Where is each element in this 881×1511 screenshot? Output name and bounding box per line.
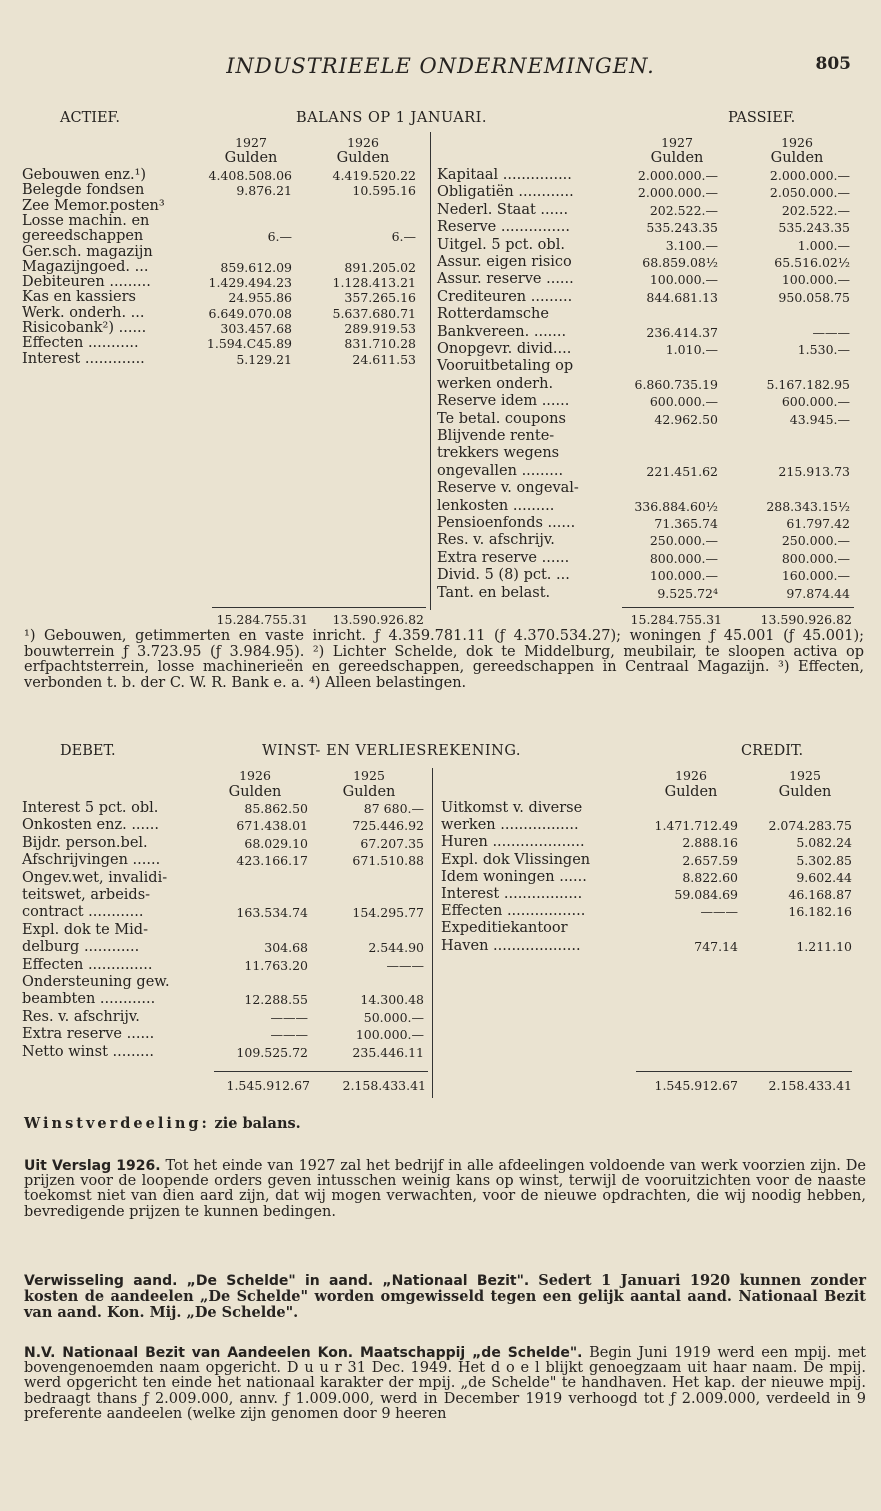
- liability-row-value-2: 43.945.—: [789, 411, 850, 427]
- asset-row-value-1: 24.955.86: [228, 290, 292, 306]
- nv-paragraph: [24, 1346, 866, 1422]
- liability-row-label: werken onderh.: [437, 375, 554, 392]
- liability-row: [0, 446, 881, 462]
- asset-row-label: Belegde fondsen: [22, 182, 145, 199]
- verwisseling-heading: Verwisseling aand. „De Schelde" in aand. „Nationaal Bezit".: [24, 1273, 530, 1289]
- credit-row: [0, 801, 881, 817]
- liability-row: [0, 464, 881, 480]
- credit-total-1926: 1.545.912.67: [654, 1078, 738, 1093]
- liability-row: [0, 325, 881, 341]
- liab-unit-1: Gulden: [650, 150, 704, 166]
- liability-row-label: Onopgevr. divid....: [437, 341, 572, 357]
- liability-row-label: Nederl. Staat ......: [437, 201, 569, 218]
- verslag-body: Tot het einde van 1927 zal het bedrijf in alle afdeelingen voldoende van werk voorzien zijn. De prijzen voor de loopende orders geven intusschen weinig kans op winst, terwijl de vooruitzichten voor de naaste toekomst niet van dien aard zijn, dat wij mogen verwachten, voor de nieuwe opdrachten, die wij noodig hebben, bevredigende prijzen te kunnen bedingen.: [24, 1158, 867, 1220]
- liability-row-value-2: 160.000.—: [781, 568, 850, 584]
- debit-row-label: beambten ............: [22, 991, 156, 1008]
- pl-right-heading: CREDIT.: [741, 743, 804, 759]
- liability-row-value-1: 42.962.50: [654, 411, 718, 427]
- liability-row-label: Obligatiën ............: [437, 184, 574, 201]
- debit-row-value-1: 12.288.55: [244, 992, 308, 1008]
- liability-row-value-2: 2.000.000.—: [769, 168, 850, 183]
- debit-row: [0, 958, 881, 974]
- liability-row-value-2: 1.000.—: [797, 237, 850, 253]
- liability-row: [0, 551, 881, 567]
- credit-row-value-1: 747.14: [694, 938, 738, 954]
- pl-left-heading: DEBET.: [60, 743, 116, 759]
- asset-row-label: Magazijngoed. ...: [22, 258, 149, 275]
- liability-row-value-2: 61.797.42: [786, 516, 850, 531]
- debit-row-label: Extra reserve ......: [22, 1026, 155, 1043]
- asset-row-label: Werk. onderh. ...: [22, 304, 145, 321]
- debit-row-label: teitswet, arbeids-: [22, 887, 151, 903]
- debit-row: [0, 992, 881, 1008]
- liability-row-label: Pensioenfonds ......: [437, 515, 576, 531]
- liability-row: [0, 412, 881, 428]
- liability-row-label: Bankvereen. .......: [437, 323, 567, 340]
- verwisseling-paragraph: [24, 1273, 866, 1322]
- balance-left-heading: ACTIEF.: [60, 110, 120, 126]
- verslag-paragraph: [24, 1159, 866, 1220]
- debit-row-value-1: 671.438.01: [236, 818, 308, 834]
- asset-unit-1: Gulden: [224, 150, 278, 166]
- liability-row-value-1: 2.000.000.—: [637, 168, 718, 183]
- asset-row-label: Interest .............: [22, 350, 145, 367]
- liability-row-value-1: 236.414.37: [646, 324, 718, 340]
- asset-row-value-2: 289.919.53: [344, 321, 416, 336]
- credit-row-label: werken .................: [441, 817, 579, 834]
- liability-row-value-2: ———: [812, 324, 850, 340]
- credit-row-label: Haven ...................: [441, 937, 581, 954]
- liability-row: [0, 304, 881, 323]
- liability-row-value-2: 250.000.—: [781, 533, 850, 549]
- credit-row-value-1: ———: [700, 904, 738, 920]
- liability-row: [0, 203, 881, 219]
- asset-row-value-2: 357.265.16: [344, 290, 416, 306]
- liability-row-value-1: 3.100.—: [665, 237, 718, 253]
- debit-total-rule: [214, 1071, 428, 1072]
- liability-row-value-1: 100.000.—: [649, 272, 718, 288]
- credit-row: [0, 921, 881, 937]
- liability-row-value-1: 9.525.72⁴: [657, 585, 718, 601]
- credit-row: [0, 904, 881, 920]
- liability-row-label: Tant. en belast.: [437, 584, 551, 601]
- credit-year-2: 1925: [789, 768, 821, 783]
- winstverdeeling-ref: zie balans.: [214, 1115, 301, 1132]
- asset-row-value-1: 5.129.21: [236, 351, 292, 367]
- liability-row: [0, 377, 881, 393]
- liability-row-value-2: 950.058.75: [778, 289, 850, 305]
- liability-row-value-1: 336.884.60½: [634, 498, 718, 514]
- credit-total-rule: [636, 1071, 852, 1072]
- debit-row-label: Netto winst .........: [22, 1043, 155, 1060]
- debit-row-label: contract ............: [22, 904, 144, 921]
- liab-total-1926: 13.590.926.82: [760, 612, 852, 627]
- debit-row-value-1: 423.166.17: [236, 853, 308, 869]
- credit-row-value-2: 5.082.24: [796, 835, 852, 851]
- liability-row-label: Res. v. afschrijv.: [437, 532, 555, 549]
- asset-row-label: Zee Memor.posten³: [22, 197, 165, 214]
- debit-row-value-2: 100.000.—: [355, 1027, 424, 1043]
- liability-row-label: ongevallen .........: [437, 462, 564, 479]
- debit-total-1926: 1.545.912.67: [226, 1078, 310, 1093]
- credit-row-value-1: 8.822.60: [682, 869, 738, 885]
- debit-row-label: Expl. dok te Mid-: [22, 921, 148, 938]
- asset-row-label: gereedschappen: [22, 228, 144, 245]
- liability-row-value-2: 5.167.182.95: [766, 376, 850, 392]
- liability-row-label: Te betal. coupons: [437, 410, 566, 427]
- asset-row-value-1: 6.—: [267, 229, 292, 245]
- credit-row-label: Expl. dok Vlissingen: [441, 851, 591, 868]
- liability-row-value-2: 2.050.000.—: [769, 185, 850, 201]
- asset-row-value-2: 1.128.413.21: [332, 275, 416, 291]
- liability-row-label: trekkers wegens: [437, 445, 560, 462]
- debit-year-2: 1925: [353, 768, 385, 783]
- credit-row-label: Effecten .................: [441, 903, 586, 920]
- liability-row: [0, 516, 881, 532]
- liability-row-value-1: 535.243.35: [646, 220, 718, 236]
- liability-row-value-1: 71.365.74: [654, 516, 718, 531]
- liability-row-value-2: 535.243.35: [778, 220, 850, 236]
- liability-row-value-2: 1.530.—: [797, 342, 850, 357]
- nv-body: Begin Juni 1919 werd een mpij. met bovengenoemden naam opgericht. D u u r 31 Dec. 1949. Het d o e l blijkt genoegzaam uit haar naam. De mpij. werd opgericht ten einde het nationaal karakter der mpij. „de Schelde" te handhaven. Het kap. der nieuwe mpij. bedraagt thans ƒ 2.009.000, annv. ƒ 1.009.000, werd in December 1919 verhoogd tot ƒ 2.009.000, verdeeld in 9 preferente aandeelen (welke zijn genomen door 9 heeren: [24, 1345, 866, 1422]
- verwisseling-body: Sedert 1 Januari 1920 kunnen zonder kosten de aandeelen „De Schelde" worden omgewisseld tegen een gelijk aantal aand. Nationaal Bezit van aand. Kon. Mij. „De Schelde".: [24, 1272, 867, 1322]
- debit-row-value-2: 14.300.48: [360, 992, 424, 1008]
- liability-row: [0, 238, 881, 254]
- asset-total-1927: 15.284.755.31: [216, 612, 308, 627]
- credit-row: [0, 835, 881, 851]
- liab-year-2: 1926: [781, 135, 813, 150]
- debit-row-value-1: 68.029.10: [244, 835, 308, 851]
- liability-row: [0, 220, 881, 236]
- liab-unit-2: Gulden: [770, 150, 824, 166]
- credit-row-value-1: 2.657.59: [682, 852, 738, 868]
- debit-row-value-1: 85.862.50: [244, 801, 308, 816]
- asset-row-value-2: 831.710.28: [344, 336, 416, 352]
- debit-row-value-2: 154.295.77: [352, 905, 424, 921]
- liability-row-value-1: 800.000.—: [649, 550, 718, 566]
- asset-row-value-2: 5.637.680.71: [332, 305, 416, 321]
- credit-row-value-1: 59.084.69: [674, 887, 738, 902]
- liability-row-label: Kapitaal ...............: [437, 167, 572, 183]
- liability-row-value-1: 68.859.08½: [642, 255, 718, 270]
- liability-row-label: lenkosten .........: [437, 497, 555, 514]
- liability-row: [0, 290, 881, 306]
- debit-row: [0, 1045, 881, 1061]
- liability-row: [0, 255, 881, 271]
- credit-row-value-2: 16.182.16: [788, 904, 852, 920]
- liability-row: [0, 168, 881, 184]
- liability-row: [0, 499, 881, 515]
- debit-row-value-2: 2.544.90: [368, 940, 424, 956]
- liability-row-label: Uitgel. 5 pct. obl.: [437, 236, 565, 253]
- liability-row-label: Rotterdamsche: [437, 306, 549, 323]
- liab-total-rule: [622, 607, 854, 608]
- credit-row-value-2: 1.211.10: [796, 938, 852, 954]
- liability-row-label: Divid. 5 (8) pct. ...: [437, 567, 570, 584]
- liability-row: [0, 359, 881, 375]
- asset-row-label: Losse machin. en: [22, 212, 150, 229]
- asset-row-value-1: 4.408.508.06: [208, 168, 292, 183]
- asset-row-label: Effecten ...........: [22, 335, 139, 352]
- debit-year-1: 1926: [239, 768, 271, 783]
- liab-year-1: 1927: [661, 135, 693, 150]
- asset-unit-2: Gulden: [336, 150, 390, 166]
- credit-row: [0, 853, 881, 869]
- debit-row: [0, 1027, 881, 1043]
- asset-row-value-1: 1.594.C45.89: [206, 336, 292, 352]
- liability-row: [0, 586, 881, 602]
- asset-row-value-2: 891.205.02: [344, 259, 416, 275]
- debit-row-label: delburg ............: [22, 939, 140, 956]
- credit-row-label: Expeditiekantoor: [441, 920, 568, 937]
- asset-row-label: Kas en kassiers: [22, 289, 136, 306]
- asset-row-label: Ger.sch. magazijn: [22, 243, 153, 260]
- credit-year-1: 1926: [675, 768, 707, 783]
- debit-row-value-2: 67.207.35: [360, 835, 424, 851]
- liability-row-label: Reserve v. ongeval-: [437, 480, 579, 497]
- liability-row-label: Crediteuren .........: [437, 288, 573, 305]
- liability-row-value-1: 202.522.—: [649, 202, 718, 218]
- credit-row-label: Huren ....................: [441, 834, 585, 851]
- liability-row: [0, 533, 881, 549]
- debit-row-value-1: 163.534.74: [236, 905, 308, 921]
- debit-row-value-1: 304.68: [264, 940, 308, 956]
- asset-row-label: Debiteuren .........: [22, 274, 151, 291]
- credit-row-label: Interest .................: [441, 886, 583, 902]
- credit-row-value-2: 2.074.283.75: [768, 818, 852, 834]
- liability-row: [0, 481, 881, 497]
- debit-row-value-2: 87 680.—: [363, 801, 424, 816]
- liability-row-label: Assur. reserve ......: [437, 271, 574, 288]
- asset-row-value-1: 6.649.070.08: [208, 305, 292, 321]
- asset-year-1: 1927: [235, 135, 267, 150]
- nv-heading: N.V. Nationaal Bezit van Aandeelen Kon. Maatschappij „de Schelde".: [24, 1345, 583, 1361]
- debit-row-value-2: ———: [386, 957, 424, 973]
- liability-row-value-2: 215.913.73: [778, 463, 850, 479]
- debit-unit-2: Gulden: [342, 784, 396, 800]
- liability-row: [0, 272, 881, 288]
- liability-row-label: Blijvende rente-: [437, 428, 555, 444]
- liability-row: [0, 342, 881, 358]
- liability-row: [0, 429, 881, 445]
- liability-row-label: Extra reserve ......: [437, 549, 570, 566]
- credit-unit-1: Gulden: [664, 784, 718, 800]
- debit-row-value-2: 235.446.11: [352, 1044, 424, 1060]
- credit-row: [0, 887, 881, 903]
- debit-row-value-1: ———: [270, 1027, 308, 1043]
- debit-row-label: Effecten ..............: [22, 956, 153, 973]
- debit-row-value-1: 109.525.72: [236, 1044, 308, 1060]
- balance-footnote: ¹) Gebouwen, getimmerten en vaste inricht. ƒ 4.359.781.11 (ƒ 4.370.534.27); woningen ƒ 45.001 (ƒ 45.001); bouwterrein ƒ 3.723.95 (ƒ 3.984.95). ²) Lichter Schelde, dok te Middelburg, meubilair, te sloopen activa op erfpachtsterrein, losse machinerieën en gereedschappen, gereedschappen in Centraal Magazijn. ³) Effecten, verbonden t. b. der C. W. R. Bank e. a. ⁴) Alleen belastingen.: [24, 628, 864, 691]
- verslag-heading: Uit Verslag 1926.: [24, 1158, 161, 1174]
- winstverdeeling-label: Winstverdeeling:: [24, 1115, 210, 1132]
- asset-row-value-1: 9.876.21: [236, 183, 292, 199]
- liability-row-label: Assur. eigen risico: [437, 254, 572, 270]
- liability-row-value-2: 288.343.15½: [766, 498, 850, 514]
- asset-row-value-2: 4.419.520.22: [332, 168, 416, 183]
- liability-row-value-1: 844.681.13: [646, 289, 718, 305]
- credit-row: [0, 818, 881, 834]
- debit-total-1925: 2.158.433.41: [342, 1078, 426, 1093]
- debit-row-value-2: 50.000.—: [363, 1009, 424, 1025]
- debit-row: [0, 975, 881, 991]
- debit-row-label: Afschrijvingen ......: [22, 852, 161, 869]
- credit-total-1925: 2.158.433.41: [768, 1078, 852, 1093]
- winstverdeeling: [24, 1116, 301, 1133]
- asset-total-rule: [212, 607, 426, 608]
- liability-row-value-1: 221.451.62: [646, 463, 718, 479]
- liability-row-value-2: 202.522.—: [781, 202, 850, 218]
- page-number: 805: [815, 54, 851, 74]
- debit-row-value-2: 725.446.92: [352, 818, 424, 834]
- credit-unit-2: Gulden: [778, 784, 832, 800]
- asset-total-1926: 13.590.926.82: [332, 612, 424, 627]
- liability-row: [0, 394, 881, 410]
- credit-row-value-1: 2.888.16: [682, 835, 738, 851]
- credit-row: [0, 939, 881, 955]
- liability-row-value-2: 97.874.44: [786, 585, 850, 601]
- liability-row-value-2: 100.000.—: [781, 272, 850, 288]
- liability-row-label: Reserve idem ......: [437, 393, 570, 410]
- asset-row-value-1: 1.429.494.23: [208, 275, 292, 291]
- asset-row-label: Gebouwen enz.¹): [22, 167, 147, 183]
- credit-row-value-2: 9.602.44: [796, 869, 852, 885]
- debit-row-value-1: ———: [270, 1009, 308, 1025]
- credit-row-value-2: 46.168.87: [788, 887, 852, 902]
- asset-row-label: Risicobank²) ......: [22, 320, 147, 336]
- credit-row-value-2: 5.302.85: [796, 852, 852, 868]
- asset-row-value-2: 24.611.53: [352, 351, 416, 367]
- balance-title: BALANS OP 1 JANUARI.: [296, 110, 488, 126]
- debit-row-value-2: 671.510.88: [352, 853, 424, 869]
- debit-row-label: Interest 5 pct. obl.: [22, 800, 159, 816]
- asset-row-value-2: 6.—: [391, 229, 416, 245]
- asset-row-value-2: 10.595.16: [352, 183, 416, 199]
- credit-row-label: Idem woningen ......: [441, 868, 587, 885]
- asset-row-value-1: 303.457.68: [220, 321, 292, 336]
- liab-total-1927: 15.284.755.31: [630, 612, 722, 627]
- pl-title: WINST- EN VERLIESREKENING.: [262, 743, 521, 759]
- debit-row-label: Ongev.wet, invalidi-: [22, 869, 168, 886]
- liability-row-value-2: 600.000.—: [781, 394, 850, 410]
- debit-row-label: Ondersteuning gew.: [22, 974, 170, 990]
- liability-row-value-2: 800.000.—: [781, 550, 850, 566]
- liability-row-value-1: 100.000.—: [649, 568, 718, 584]
- liability-row-value-1: 250.000.—: [649, 533, 718, 549]
- liability-row-value-1: 600.000.—: [649, 394, 718, 410]
- debit-row: [0, 1010, 881, 1026]
- liability-row-value-2: 65.516.02½: [774, 255, 850, 270]
- credit-row: [0, 870, 881, 886]
- liability-row-value-1: 2.000.000.—: [637, 185, 718, 201]
- debit-row-label: Onkosten enz. ......: [22, 817, 159, 834]
- liability-row: [0, 182, 881, 201]
- running-header: INDUSTRIEELE ONDERNEMINGEN.: [226, 54, 655, 78]
- credit-row-value-1: 1.471.712.49: [654, 818, 738, 834]
- liability-row: [0, 568, 881, 584]
- asset-row-value-1: 859.612.09: [220, 259, 292, 275]
- liability-row-value-1: 6.860.735.19: [634, 376, 718, 392]
- liability-row-label: Reserve ...............: [437, 219, 570, 236]
- liability-row-value-1: 1.010.—: [665, 342, 718, 357]
- debit-row-label: Res. v. afschrijv.: [22, 1008, 140, 1025]
- debit-unit-1: Gulden: [228, 784, 282, 800]
- balance-right-heading: PASSIEF.: [728, 110, 796, 126]
- debit-row-label: Bijdr. person.bel.: [22, 834, 148, 851]
- liability-row-label: Vooruitbetaling op: [437, 358, 574, 375]
- debit-row-value-1: 11.763.20: [244, 957, 308, 973]
- asset-year-2: 1926: [347, 135, 379, 150]
- credit-row-label: Uitkomst v. diverse: [441, 800, 583, 816]
